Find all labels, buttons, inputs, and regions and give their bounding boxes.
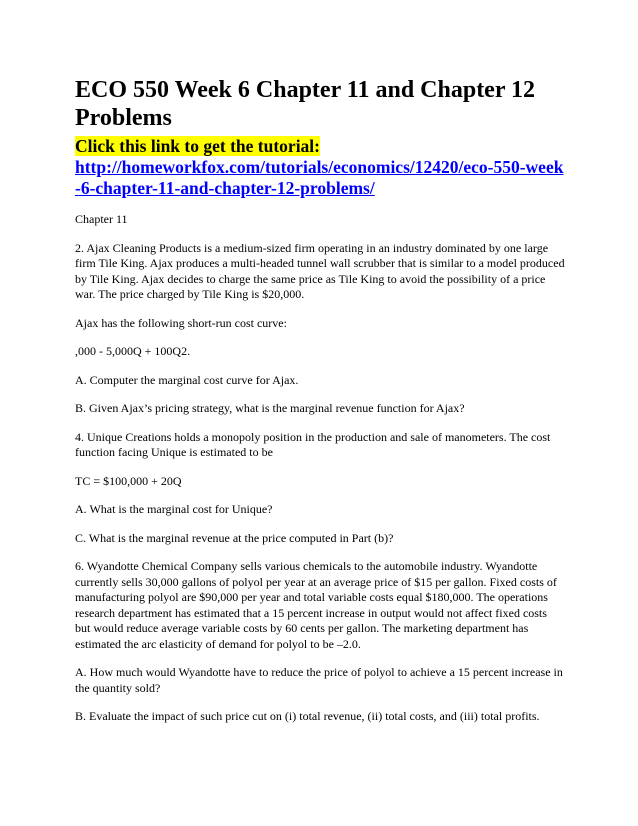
problem-2-part-b: B. Given Ajax’s pricing strategy, what is the marginal revenue function for Ajax? [75, 401, 465, 415]
problem-6-part-b: B. Evaluate the impact of such price cut on (i) total revenue, (ii) total costs, and (iii) total profits. [75, 709, 540, 723]
tutorial-link[interactable]: http://homeworkfox.com/tutorials/economics/12420/eco-550-week-6-chapter-11-and-chapter-12-problems/ [75, 157, 564, 198]
problem-2-cost-equation: ,000 - 5,000Q + 100Q2. [75, 344, 191, 358]
problem-2-text: 2. Ajax Cleaning Products is a medium-sized firm operating in an industry dominated by one large firm Tile King. Ajax produces a multi-headed tunnel wall scrubber that is similar to a model produced by Tile King. Ajax decides to charge the same price as Tile King to avoid the possibility of a price war. The price charged by Tile King is $20,000. [75, 240, 565, 301]
tutorial-prompt: Click this link to get the tutorial: [75, 136, 320, 156]
chapter-heading: Chapter 11 [75, 212, 128, 226]
problem-4-equation: TC = $100,000 + 20Q [75, 473, 182, 488]
problem-2-cost-intro: Ajax has the following short-run cost curve: [75, 315, 287, 330]
document-title: ECO 550 Week 6 Chapter 11 and Chapter 12 Problems [75, 77, 536, 131]
problem-6-part-a: A. How much would Wyandotte have to reduce the price of polyol to achieve a 15 percent increase in the quantity sold? [75, 665, 563, 695]
problem-4-part-a: A. What is the marginal cost for Unique? [75, 502, 273, 516]
problem-2-part-a: A. Computer the marginal cost curve for Ajax. [75, 372, 299, 387]
document-page [75, 76, 565, 725]
problem-4-text: 4. Unique Creations holds a monopoly position in the production and sale of manometers. The cost function facing Unique is estimated to be [75, 429, 551, 459]
problem-6-text: 6. Wyandotte Chemical Company sells various chemicals to the automobile industry. Wyandotte currently sells 30,000 gallons of polyol per year at an average price of $15 per gallon. Fixed costs of manufacturing polyol are $90,000 per year and total variable costs equal $180,000. The operations research department has estimated that a 15 percent increase in output would not affect fixed costs but would reduce average variable costs by 60 cents per gallon. The marketing department has estimated the arc elasticity of demand for polyol to be –2.0. [75, 559, 557, 651]
tutorial-link-block [75, 136, 565, 199]
problem-4-part-c: C. What is the marginal revenue at the price computed in Part (b)? [75, 530, 394, 545]
